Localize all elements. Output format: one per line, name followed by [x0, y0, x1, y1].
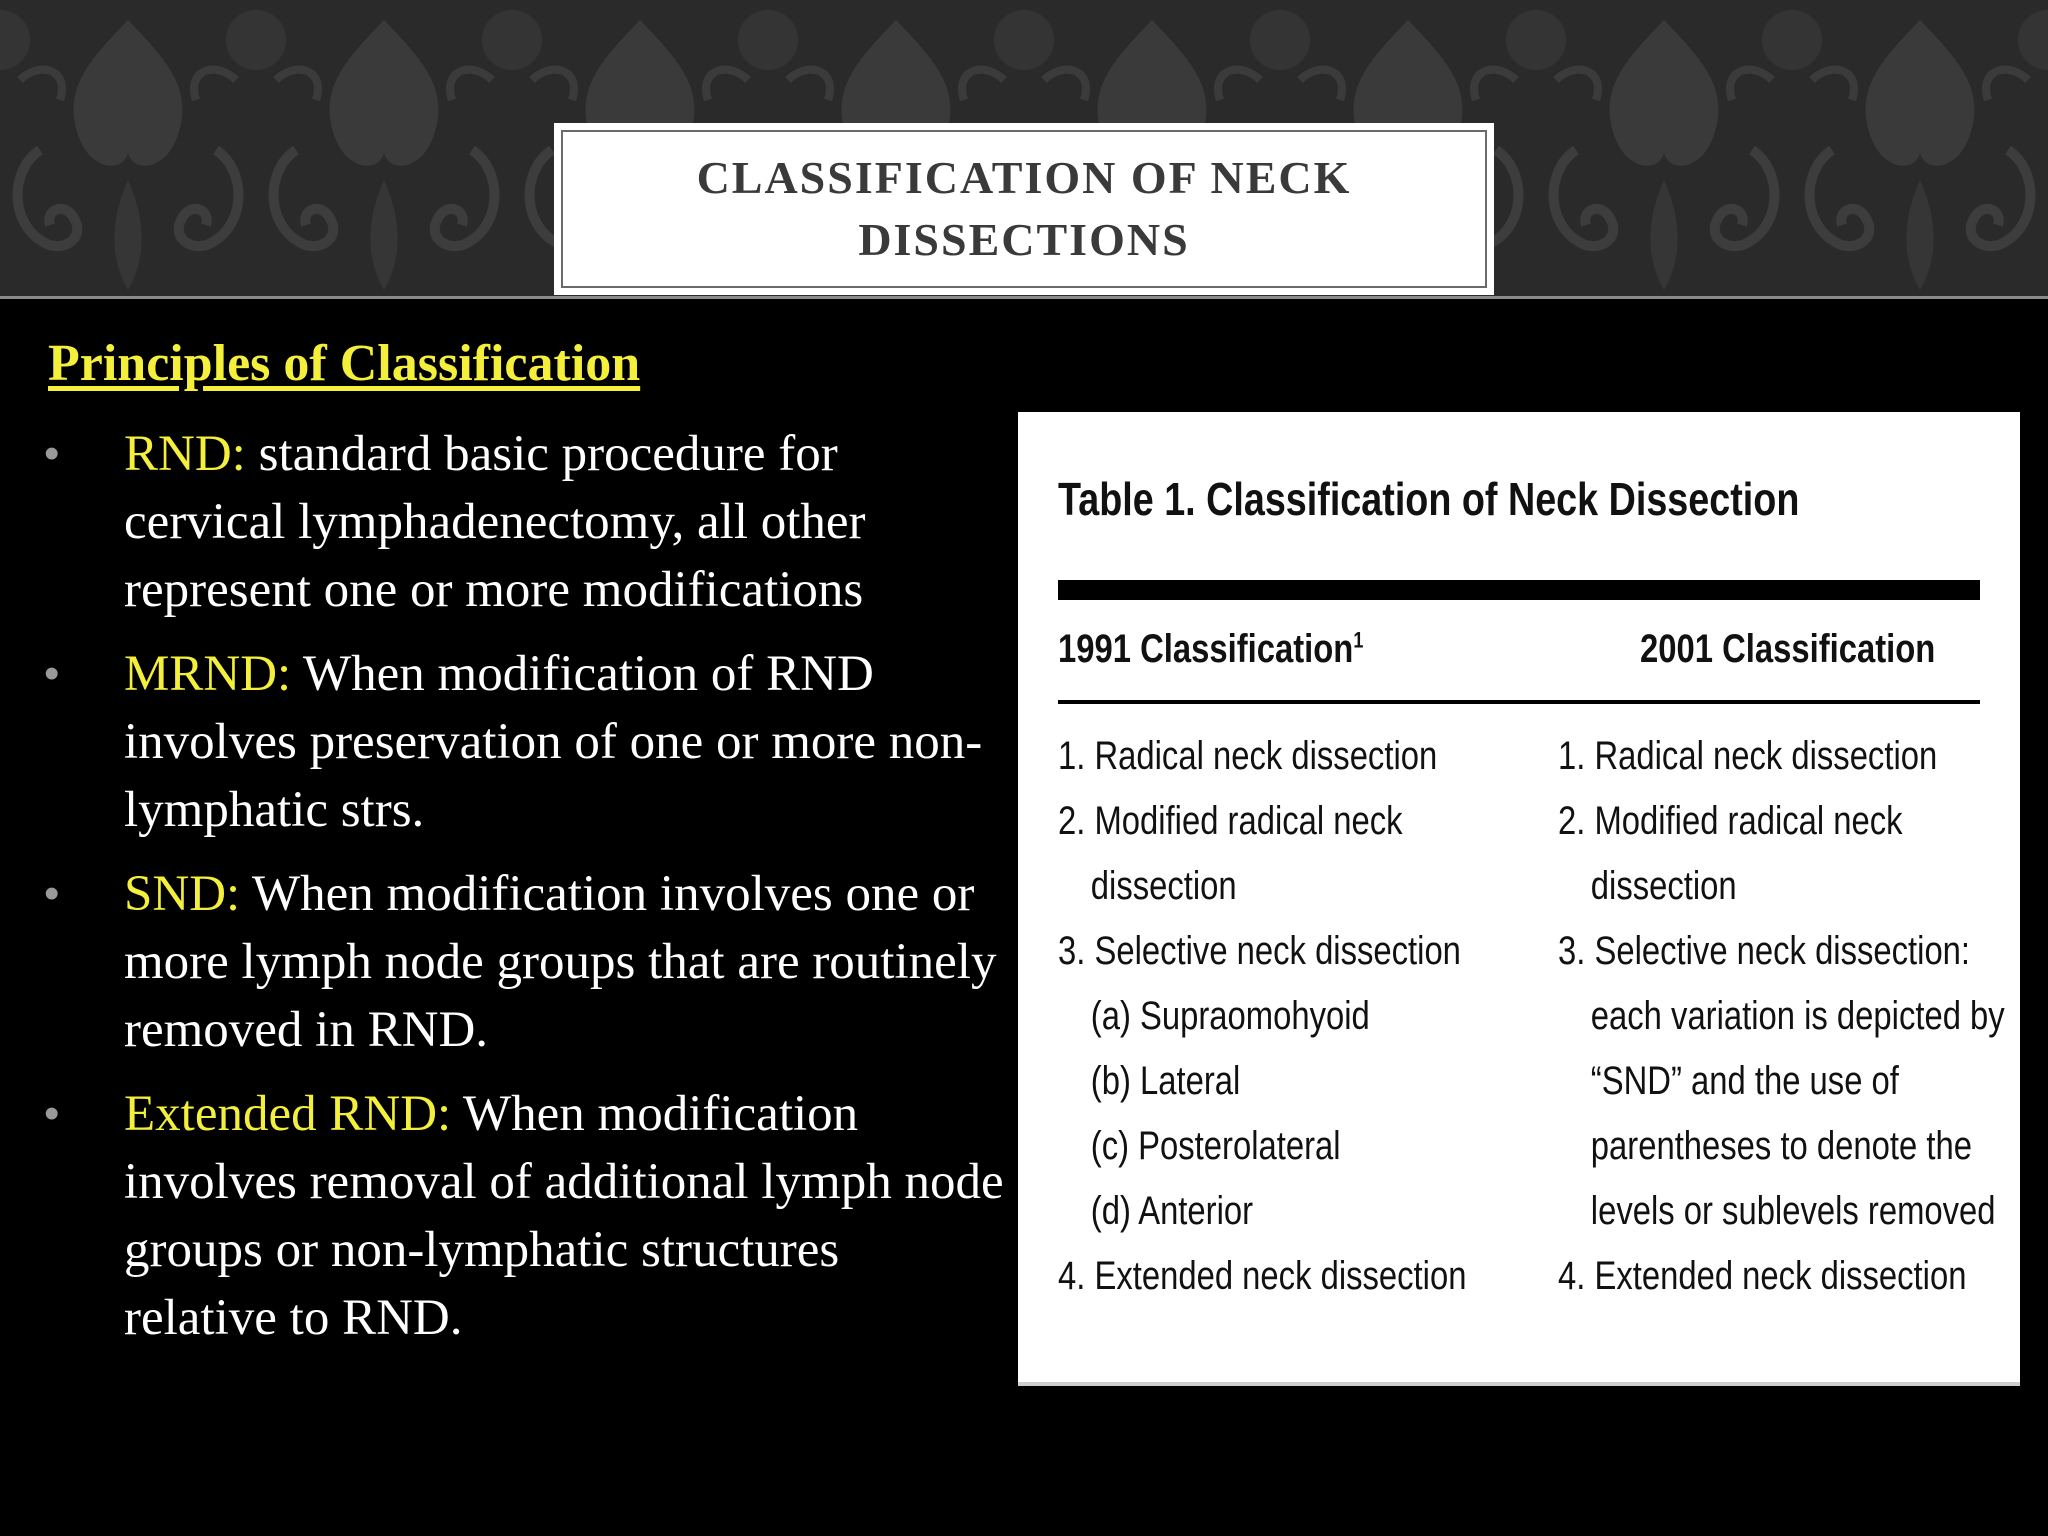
bullet-item — [44, 860, 1004, 1064]
bullet-list — [44, 420, 1004, 1368]
bullet-term: RND: — [124, 426, 246, 482]
column-1991 — [1058, 724, 1528, 1309]
bullet-icon: • — [44, 429, 60, 478]
table-cell: (a) Supraomohyoid — [1090, 994, 1370, 1038]
bullet-item — [44, 640, 1004, 844]
bullet-item — [44, 1080, 1004, 1352]
bullet-term: Extended RND: — [124, 1086, 452, 1142]
column-2001 — [1558, 724, 2005, 1309]
bullet-term: SND: — [124, 866, 241, 922]
table-cell: 1. Radical neck dissection — [1558, 734, 1938, 778]
table-cell: 1. Radical neck dissection — [1058, 734, 1438, 778]
table-cell: 4. Extended neck dissection — [1558, 1254, 1967, 1298]
table-title: Table 1. Classification of Neck Dissection — [1058, 473, 1800, 525]
table-cell: (b) Lateral — [1090, 1059, 1241, 1103]
bullet-text: When modification involves removal of additional lymph node groups or non-lymphatic structures relative to RND. — [124, 1086, 1004, 1346]
table-cell: parentheses to denote the — [1590, 1124, 1972, 1168]
classification-table-image — [1018, 412, 2020, 1386]
bullet-text: When modification involves one or more lymph node groups that are routinely removed in RND. — [124, 866, 997, 1058]
bullet-icon: • — [44, 1089, 60, 1138]
column-header-1991: 1991 Classification$^1$ — [1058, 627, 1364, 671]
bullet-text: standard basic procedure for cervical lymphadenectomy, all other represent one or more modifications — [124, 426, 866, 618]
slide-title-line-2: DISSECTIONS — [858, 214, 1190, 265]
table-cell: 2. Modified radical neck — [1558, 799, 1903, 843]
slide-title-line-1: CLASSIFICATION OF NECK — [696, 152, 1352, 203]
footnote-marker: 1 — [1353, 627, 1364, 653]
table-header-rule — [1058, 700, 1980, 704]
bullet-text: When modification of RND involves preservation of one or more non-lymphatic strs. — [124, 646, 983, 838]
table-cell: 3. Selective neck dissection — [1058, 929, 1461, 973]
table-cell: 3. Selective neck dissection: — [1558, 929, 1971, 973]
table-cell: levels or sublevels removed — [1590, 1189, 1996, 1233]
table-cell: “SND” and the use of — [1590, 1059, 1899, 1103]
column-header-2001: 2001 Classification — [1640, 627, 1936, 671]
table-cell: dissection — [1590, 864, 1737, 908]
subheading: Principles of Classification — [48, 335, 641, 392]
table-top-rule — [1058, 580, 1980, 600]
bullet-icon: • — [44, 869, 60, 918]
slide-title-box — [554, 123, 1494, 295]
table-cell: 2. Modified radical neck — [1058, 799, 1403, 843]
table-cell: dissection — [1090, 864, 1237, 908]
bullet-icon: • — [44, 649, 60, 698]
table-cell: 4. Extended neck dissection — [1058, 1254, 1467, 1298]
table-cell: (d) Anterior — [1090, 1189, 1254, 1233]
bullet-term: MRND: — [124, 646, 292, 702]
banner-divider — [0, 296, 2048, 299]
table-cell: each variation is depicted by — [1590, 994, 2005, 1038]
table-cell: (c) Posterolateral — [1090, 1124, 1341, 1168]
bullet-item — [44, 420, 1004, 624]
